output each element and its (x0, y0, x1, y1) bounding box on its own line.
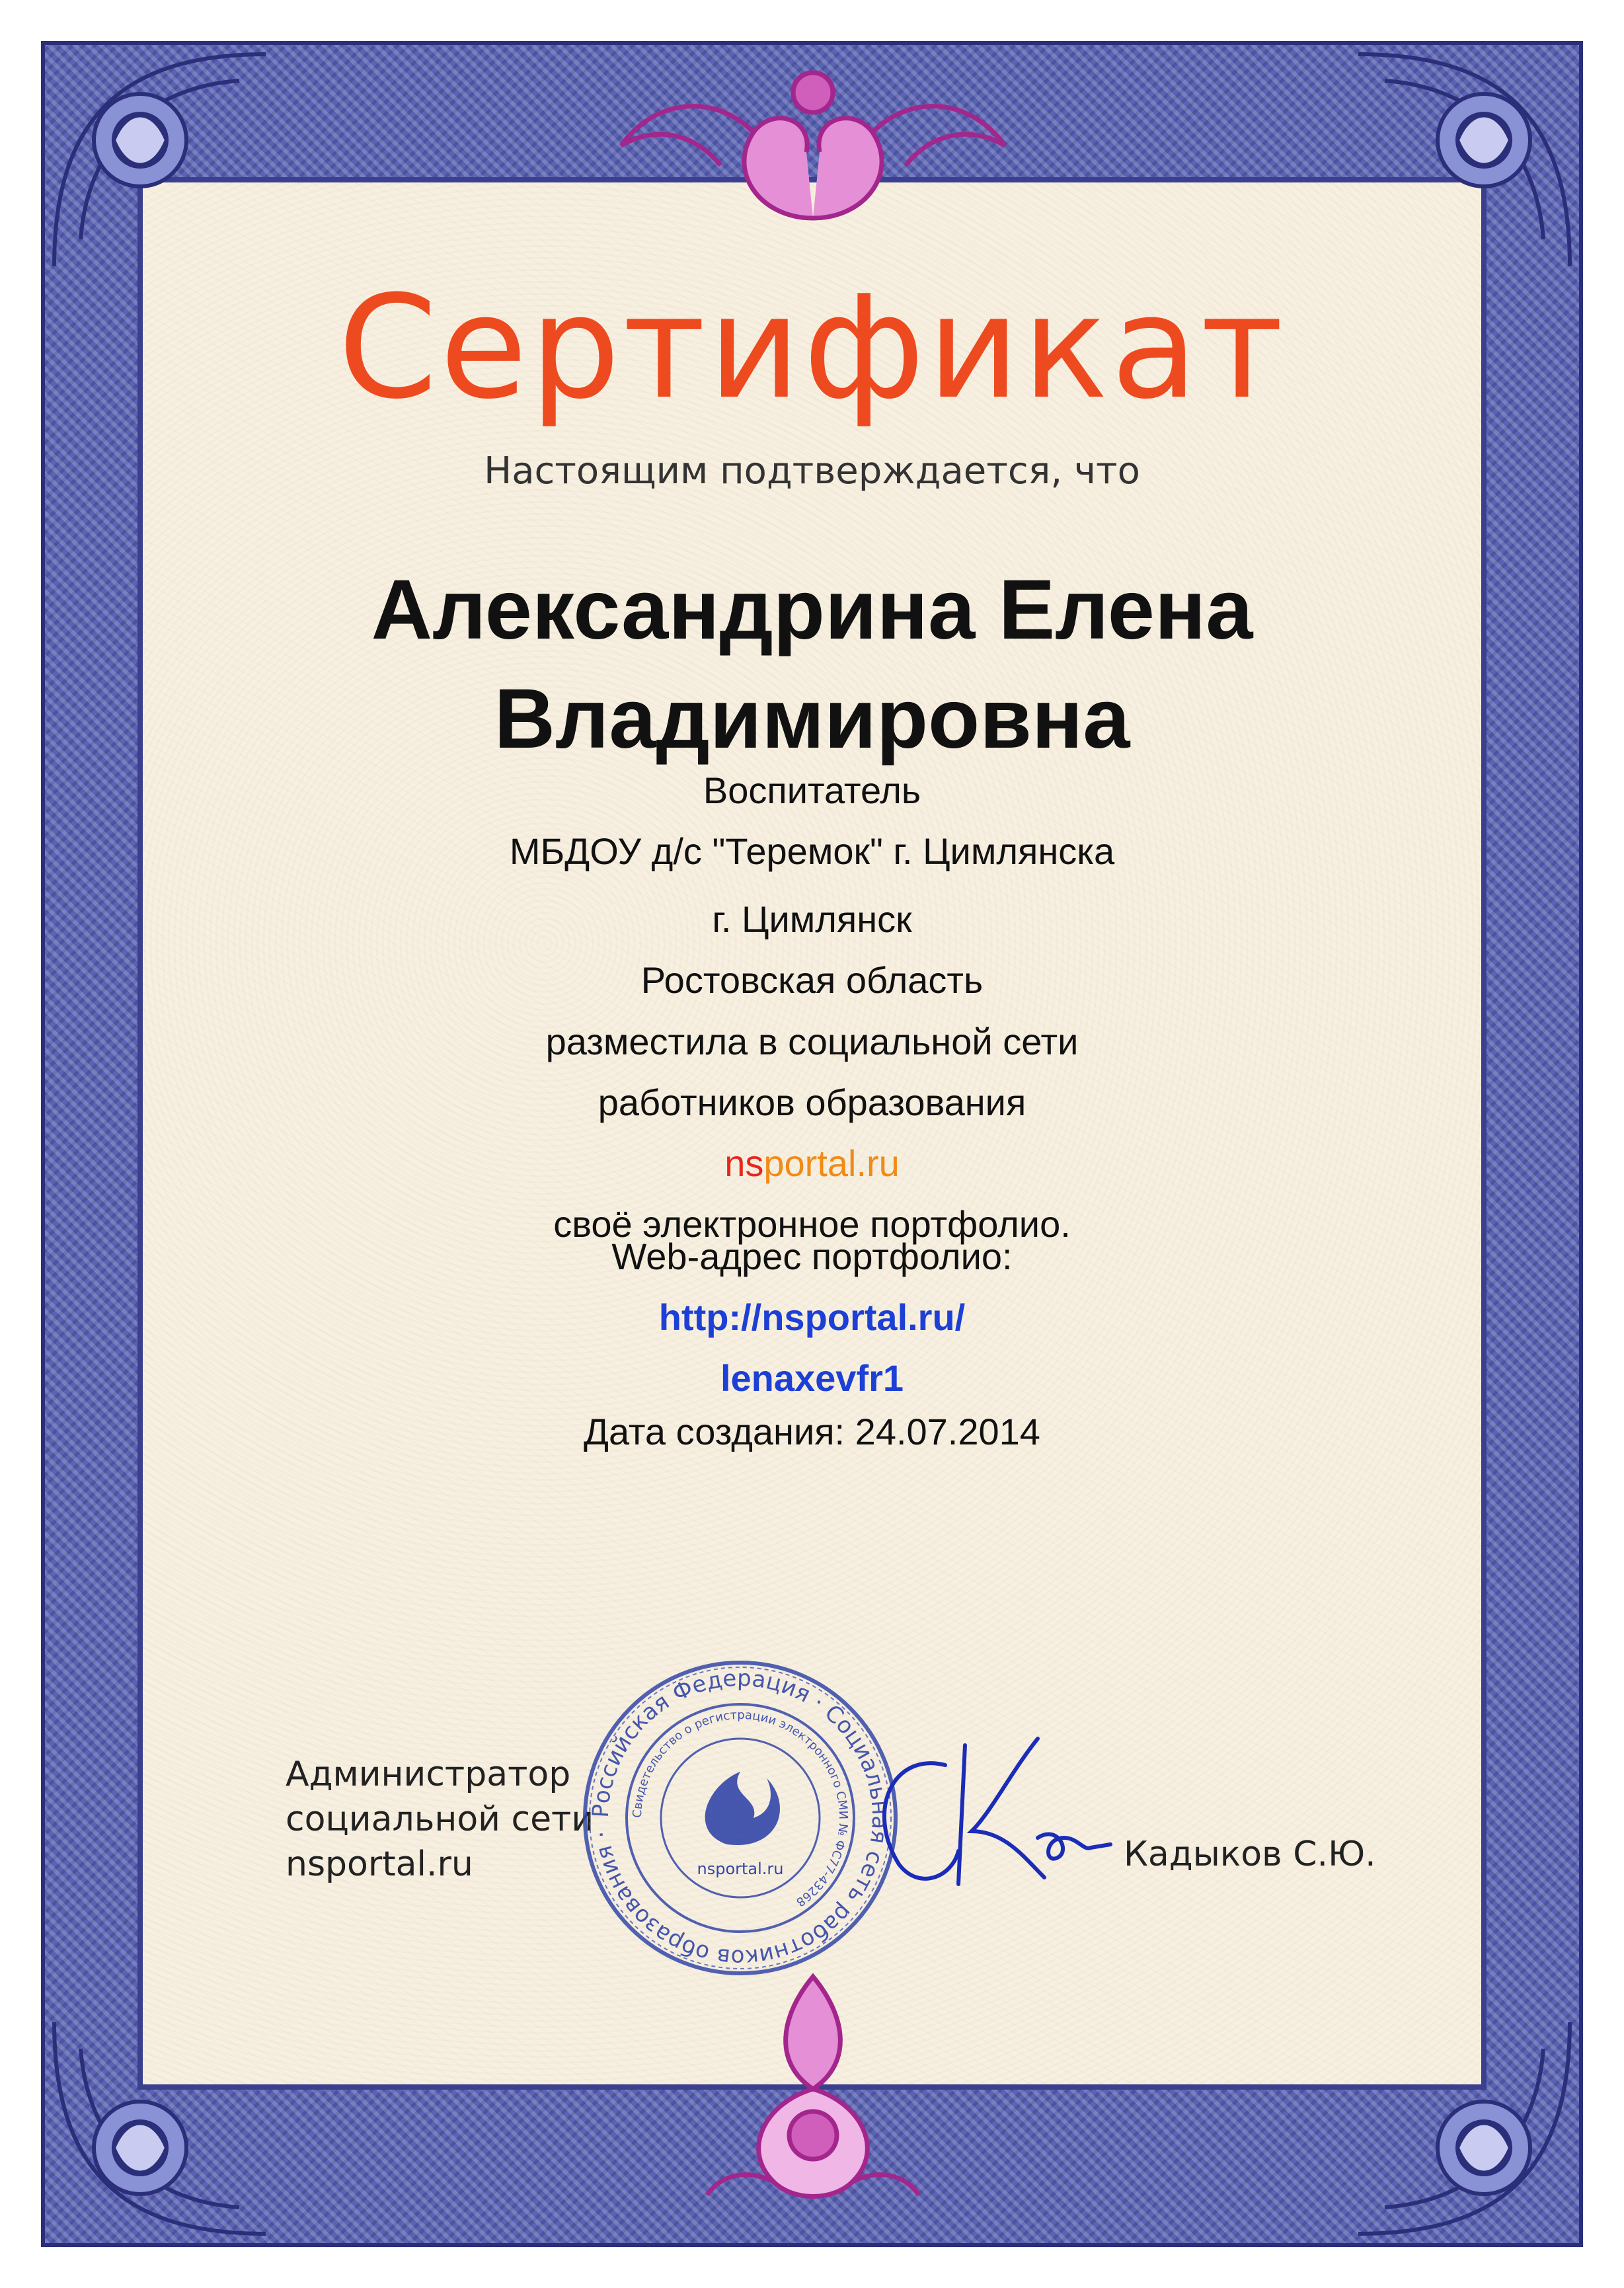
city-text: г. Цимлянск (712, 898, 912, 940)
signer-name: Кадыков С.Ю. (1124, 1834, 1376, 1874)
admin-line2: социальной сети (286, 1799, 594, 1839)
admin-caption (286, 1752, 594, 1887)
site-brand (143, 1133, 1481, 1194)
web-address-block (143, 1226, 1481, 1409)
portfolio-url-line2[interactable]: lenaxevfr1 (720, 1357, 904, 1399)
corner-ornament-bottom-right (1345, 2009, 1583, 2247)
location-block (143, 889, 1481, 1011)
bottom-flourish-ornament (694, 1957, 932, 2208)
seal-outer-text: Российская Федерация · Социальная сеть работников образования · (587, 1665, 894, 1971)
corner-ornament-top-right (1345, 41, 1583, 279)
admin-line1: Администратор (286, 1755, 571, 1794)
seal-inner-text: Свидетельство о регистрации электронного СМИ № ФС77-43268 (630, 1708, 851, 1909)
seal-flame-logo-icon (705, 1772, 780, 1845)
corner-ornament-top-left (41, 41, 279, 279)
statement-line3: своё электронное портфолио. (553, 1203, 1071, 1245)
creation-date: Дата создания: 24.07.2014 (584, 1411, 1040, 1452)
organization-text: МБДОУ д/с "Теремок" г. Цимлянска (509, 830, 1115, 872)
web-address-label: Web-адрес портфолио: (611, 1236, 1013, 1277)
handwritten-signature (826, 1732, 1130, 1904)
certificate-title: Сертификат (338, 264, 1286, 430)
position-block (143, 760, 1481, 882)
confirmation-text: Настоящим подтверждается, что (484, 450, 1140, 493)
statement-block (143, 1011, 1481, 1255)
recipient-name-line2: Владимировна (494, 672, 1130, 766)
portfolio-url-line1[interactable]: http://nsportal.ru/ (658, 1296, 966, 1338)
recipient-name-line1: Александрина Елена (371, 563, 1253, 657)
corner-ornament-bottom-left (41, 2009, 279, 2247)
seal-logo-text: nsportal.ru (697, 1860, 784, 1878)
region-text: Ростовская область (640, 959, 984, 1001)
admin-line3: nsportal.ru (286, 1844, 473, 1884)
site-brand-ns: ns (724, 1142, 764, 1184)
site-brand-portal: portal.ru (763, 1142, 900, 1184)
top-flourish-ornament (595, 53, 1031, 238)
position-text: Воспитатель (703, 769, 921, 811)
recipient-name (143, 555, 1481, 773)
statement-line2: работников образования (598, 1082, 1026, 1123)
statement-line1: разместила в социальной сети (545, 1021, 1079, 1062)
